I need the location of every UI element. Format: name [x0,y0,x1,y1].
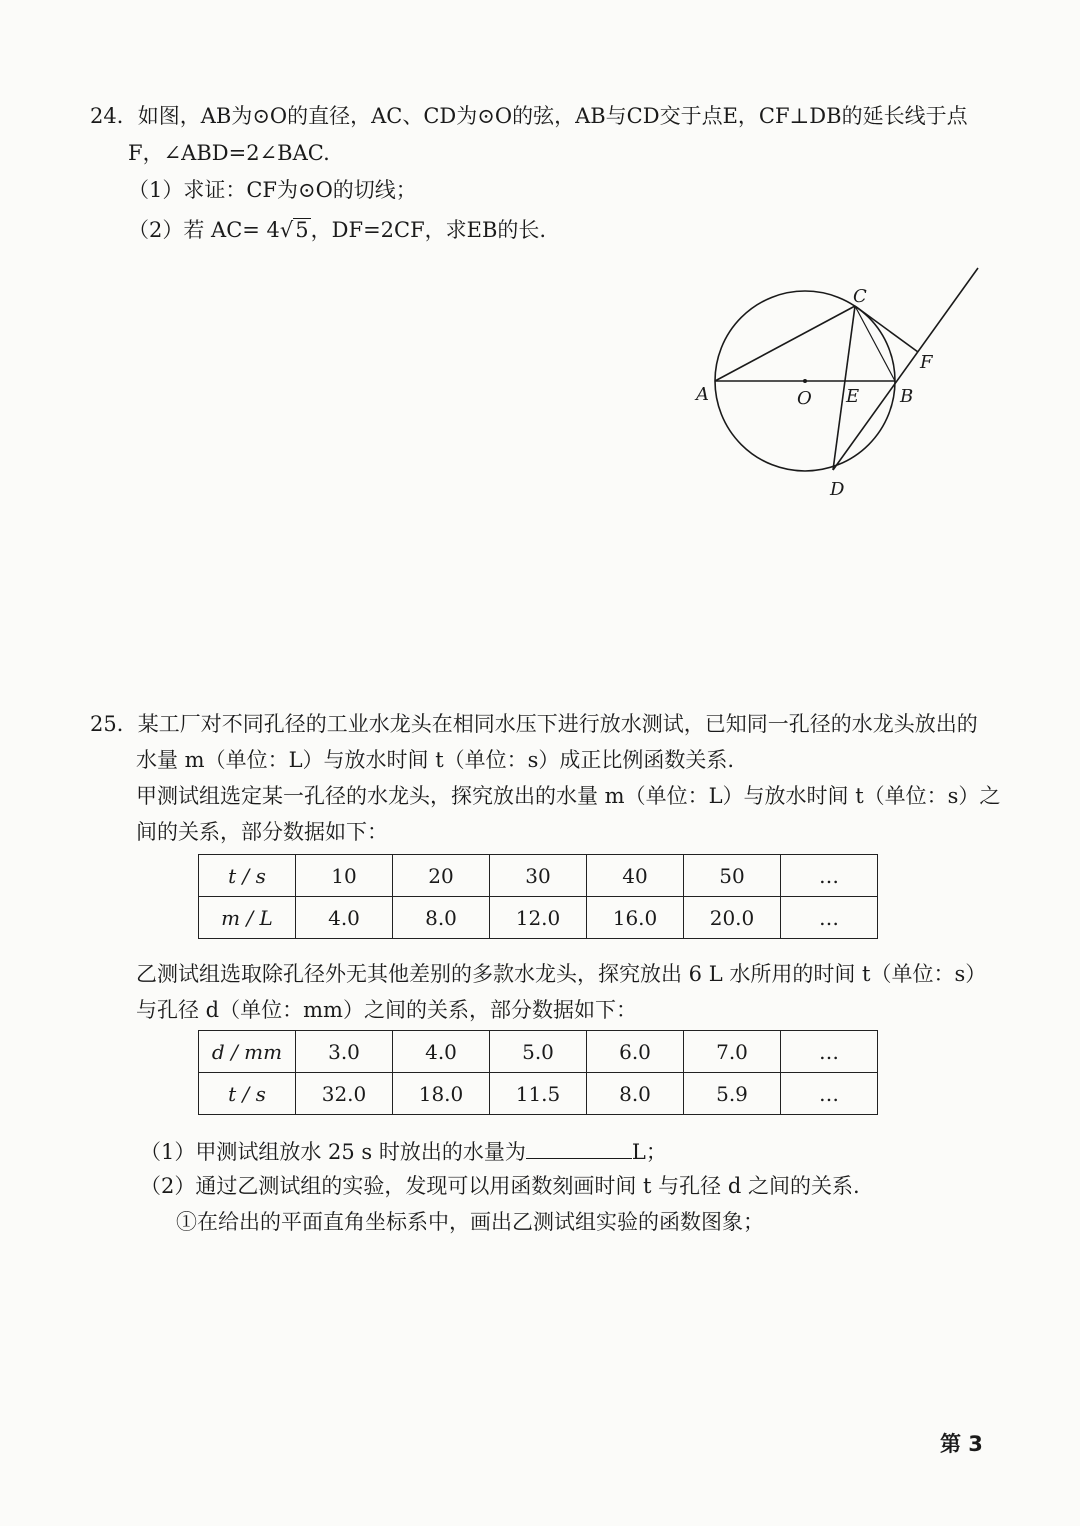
table-cell: 16.0 [587,897,684,939]
q25-part-1 [140,1138,667,1166]
table-cell: 5.9 [684,1073,781,1115]
q24-part-2-before: （2）若 AC= 4 [128,218,280,242]
sqrt-symbol: √5 [279,218,309,242]
label-o: O [797,388,812,409]
label-e: E [846,386,860,407]
table-cell: 30 [490,855,587,897]
center-point-o [803,379,807,383]
table-cell: … [781,897,878,939]
table-cell: 4.0 [393,1031,490,1073]
q25-line-3: 甲测试组选定某一孔径的水龙头，探究放出的水量 m（单位：L）与放水时间 t（单位：s）之 [136,784,1001,808]
table-cell: 6.0 [587,1031,684,1073]
q24-line-2: F，∠ABD=2∠BAC. [128,141,330,165]
q25-part-2: （2）通过乙测试组的实验，发现可以用函数刻画时间 t 与孔径 d 之间的关系. [140,1174,860,1198]
table-cell: t / s [199,1073,296,1115]
table-yi [198,1030,878,1115]
q25-line-1: 25．某工厂对不同孔径的工业水龙头在相同水压下进行放水测试，已知同一孔径的水龙头放出的 [90,712,978,736]
table-row [199,1073,878,1115]
table-cell: 8.0 [587,1073,684,1115]
table-cell: 32.0 [296,1073,393,1115]
q25-part-1-unit: L； [631,1140,667,1164]
label-f: F [920,352,933,373]
label-c: C [853,286,867,307]
table-cell: t / s [199,855,296,897]
q25-line-6: 与孔径 d（单位：mm）之间的关系，部分数据如下： [136,998,637,1022]
table-cell: 12.0 [490,897,587,939]
table-cell: 5.0 [490,1031,587,1073]
table-cell: … [781,855,878,897]
segment-cf [855,306,918,352]
q25-line-2: 水量 m（单位：L）与放水时间 t（单位：s）成正比例函数关系. [136,748,735,772]
table-cell: 10 [296,855,393,897]
table-cell: 18.0 [393,1073,490,1115]
q24-line-1: 24．如图，AB为⊙O的直径，AC、CD为⊙O的弦，AB与CD交于点E，CF⊥DB的延长线于点 [90,104,968,128]
table-cell: 8.0 [393,897,490,939]
label-d: D [830,479,845,500]
table-row [199,897,878,939]
table-cell: 7.0 [684,1031,781,1073]
circle-geometry-figure [0,0,1080,560]
table-cell: 50 [684,855,781,897]
q24-part-1: （1）求证：CF为⊙O的切线； [128,178,417,202]
q25-part-1-text: （1）甲测试组放水 25 s 时放出的水量为 [140,1140,526,1164]
label-b: B [900,386,914,407]
answer-blank[interactable] [526,1138,632,1159]
table-cell: 20 [393,855,490,897]
chord-ac [715,306,855,381]
segment-cb [855,306,895,381]
table-cell: 20.0 [684,897,781,939]
table-cell: 3.0 [296,1031,393,1073]
label-a: A [696,384,709,405]
table-row [199,1031,878,1073]
table-jia [198,854,878,939]
q25-part-2-1: ①在给出的平面直角坐标系中，画出乙测试组实验的函数图象； [176,1210,764,1234]
table-cell: 11.5 [490,1073,587,1115]
q25-line-4: 间的关系，部分数据如下： [136,820,388,844]
q24-part-2-after: ，DF=2CF，求EB的长. [310,218,547,242]
q25-line-5: 乙测试组选取除孔径外无其他差别的多款水龙头，探究放出 6 L 水所用的时间 t（单位：s） [136,962,987,986]
table-cell: 4.0 [296,897,393,939]
table-cell: … [781,1031,878,1073]
page-number: 第 3 [940,1432,983,1456]
table-cell: … [781,1073,878,1115]
table-cell: d / mm [199,1031,296,1073]
table-cell: 40 [587,855,684,897]
table-cell: m / L [199,897,296,939]
table-row [199,855,878,897]
q24-radicand: 5 [295,218,309,242]
